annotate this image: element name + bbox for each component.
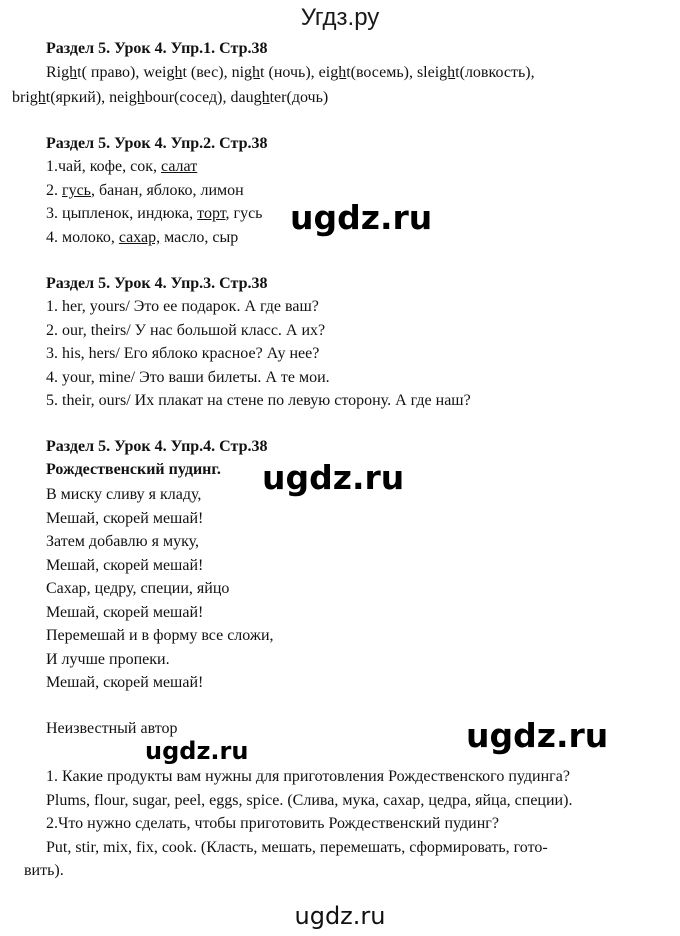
- ex3-line-1: 1. her, yours/ Это ее подарок. А где ваш?: [46, 298, 319, 315]
- ex3-line-3: 3. his, hers/ Его яблоко красное? Ау нее?: [46, 345, 320, 362]
- answer-line: вить).: [24, 862, 64, 879]
- ex3-line-4: 4. your, mine/ Это ваши билеты. А те мои.: [46, 369, 330, 386]
- ex2-row-3: 3. цыпленок, индюка, торт, гусь: [46, 205, 263, 222]
- poem-line: Мешай, скорей мешай!: [46, 557, 204, 574]
- ex1-line-2: bright(яркий), neighbour(сосед), daughter(дочь): [12, 89, 329, 106]
- poem-author: Неизвестный автор: [46, 720, 178, 737]
- ex2-row-1: 1.чай, кофе, сок, салат: [46, 158, 198, 175]
- ex3-heading: Раздел 5. Урок 4. Упр.3. Стр.38: [46, 275, 268, 292]
- ex3-line-5: 5. their, ours/ Их плакат на стене по левую сторону. А где наш?: [46, 392, 471, 409]
- poem-line: Мешай, скорей мешай!: [46, 510, 204, 527]
- watermark-3: ugdz.ru: [466, 716, 609, 755]
- ex1-heading: Раздел 5. Урок 4. Упр.1. Стр.38: [46, 40, 268, 57]
- poem-line: И лучше пропеки.: [46, 651, 170, 668]
- footer-watermark: ugdz.ru: [294, 902, 386, 930]
- ex2-row-4: 4. молоко, сахар, масло, сыр: [46, 229, 239, 246]
- poem-line: Перемешай и в форму все сложи,: [46, 627, 274, 644]
- answer-line: 2.Что нужно сделать, чтобы приготовить Рождественский пудинг?: [46, 815, 499, 832]
- ex3-line-2: 2. our, theirs/ У нас большой класс. А их?: [46, 322, 326, 339]
- poem-line: В миску сливу я кладу,: [46, 486, 202, 503]
- poem-line: Мешай, скорей мешай!: [46, 604, 204, 621]
- answer-line: Plums, flour, sugar, peel, eggs, spice. (Слива, мука, сахар, цедра, яйца, специи).: [46, 792, 573, 809]
- poem-title: Рождественский пудинг.: [46, 461, 221, 478]
- answer-line: Put, stir, mix, fix, cook. (Класть, мешать, перемешать, сформировать, гото-: [46, 839, 548, 856]
- site-title: Угдз.ру: [300, 4, 380, 31]
- ex4-heading: Раздел 5. Урок 4. Упр.4. Стр.38: [46, 438, 268, 455]
- watermark-2: ugdz.ru: [262, 458, 405, 497]
- ex2-row-2: 2. гусь, банан, яблоко, лимон: [46, 182, 244, 199]
- answer-line: 1. Какие продукты вам нужны для приготовления Рождественского пудинга?: [46, 768, 570, 785]
- watermark-4: ugdz.ru: [145, 737, 249, 765]
- poem-line: Затем добавлю я муку,: [46, 533, 200, 550]
- poem-line: Сахар, цедру, специи, яйцо: [46, 580, 230, 597]
- poem-line: Мешай, скорей мешай!: [46, 674, 204, 691]
- watermark-1: ugdz.ru: [290, 198, 433, 237]
- ex2-heading: Раздел 5. Урок 4. Упр.2. Стр.38: [46, 135, 268, 152]
- ex1-line-1: Right( право), weight (вес), night (ночь), eight(восемь), sleight(ловкость),: [46, 64, 535, 81]
